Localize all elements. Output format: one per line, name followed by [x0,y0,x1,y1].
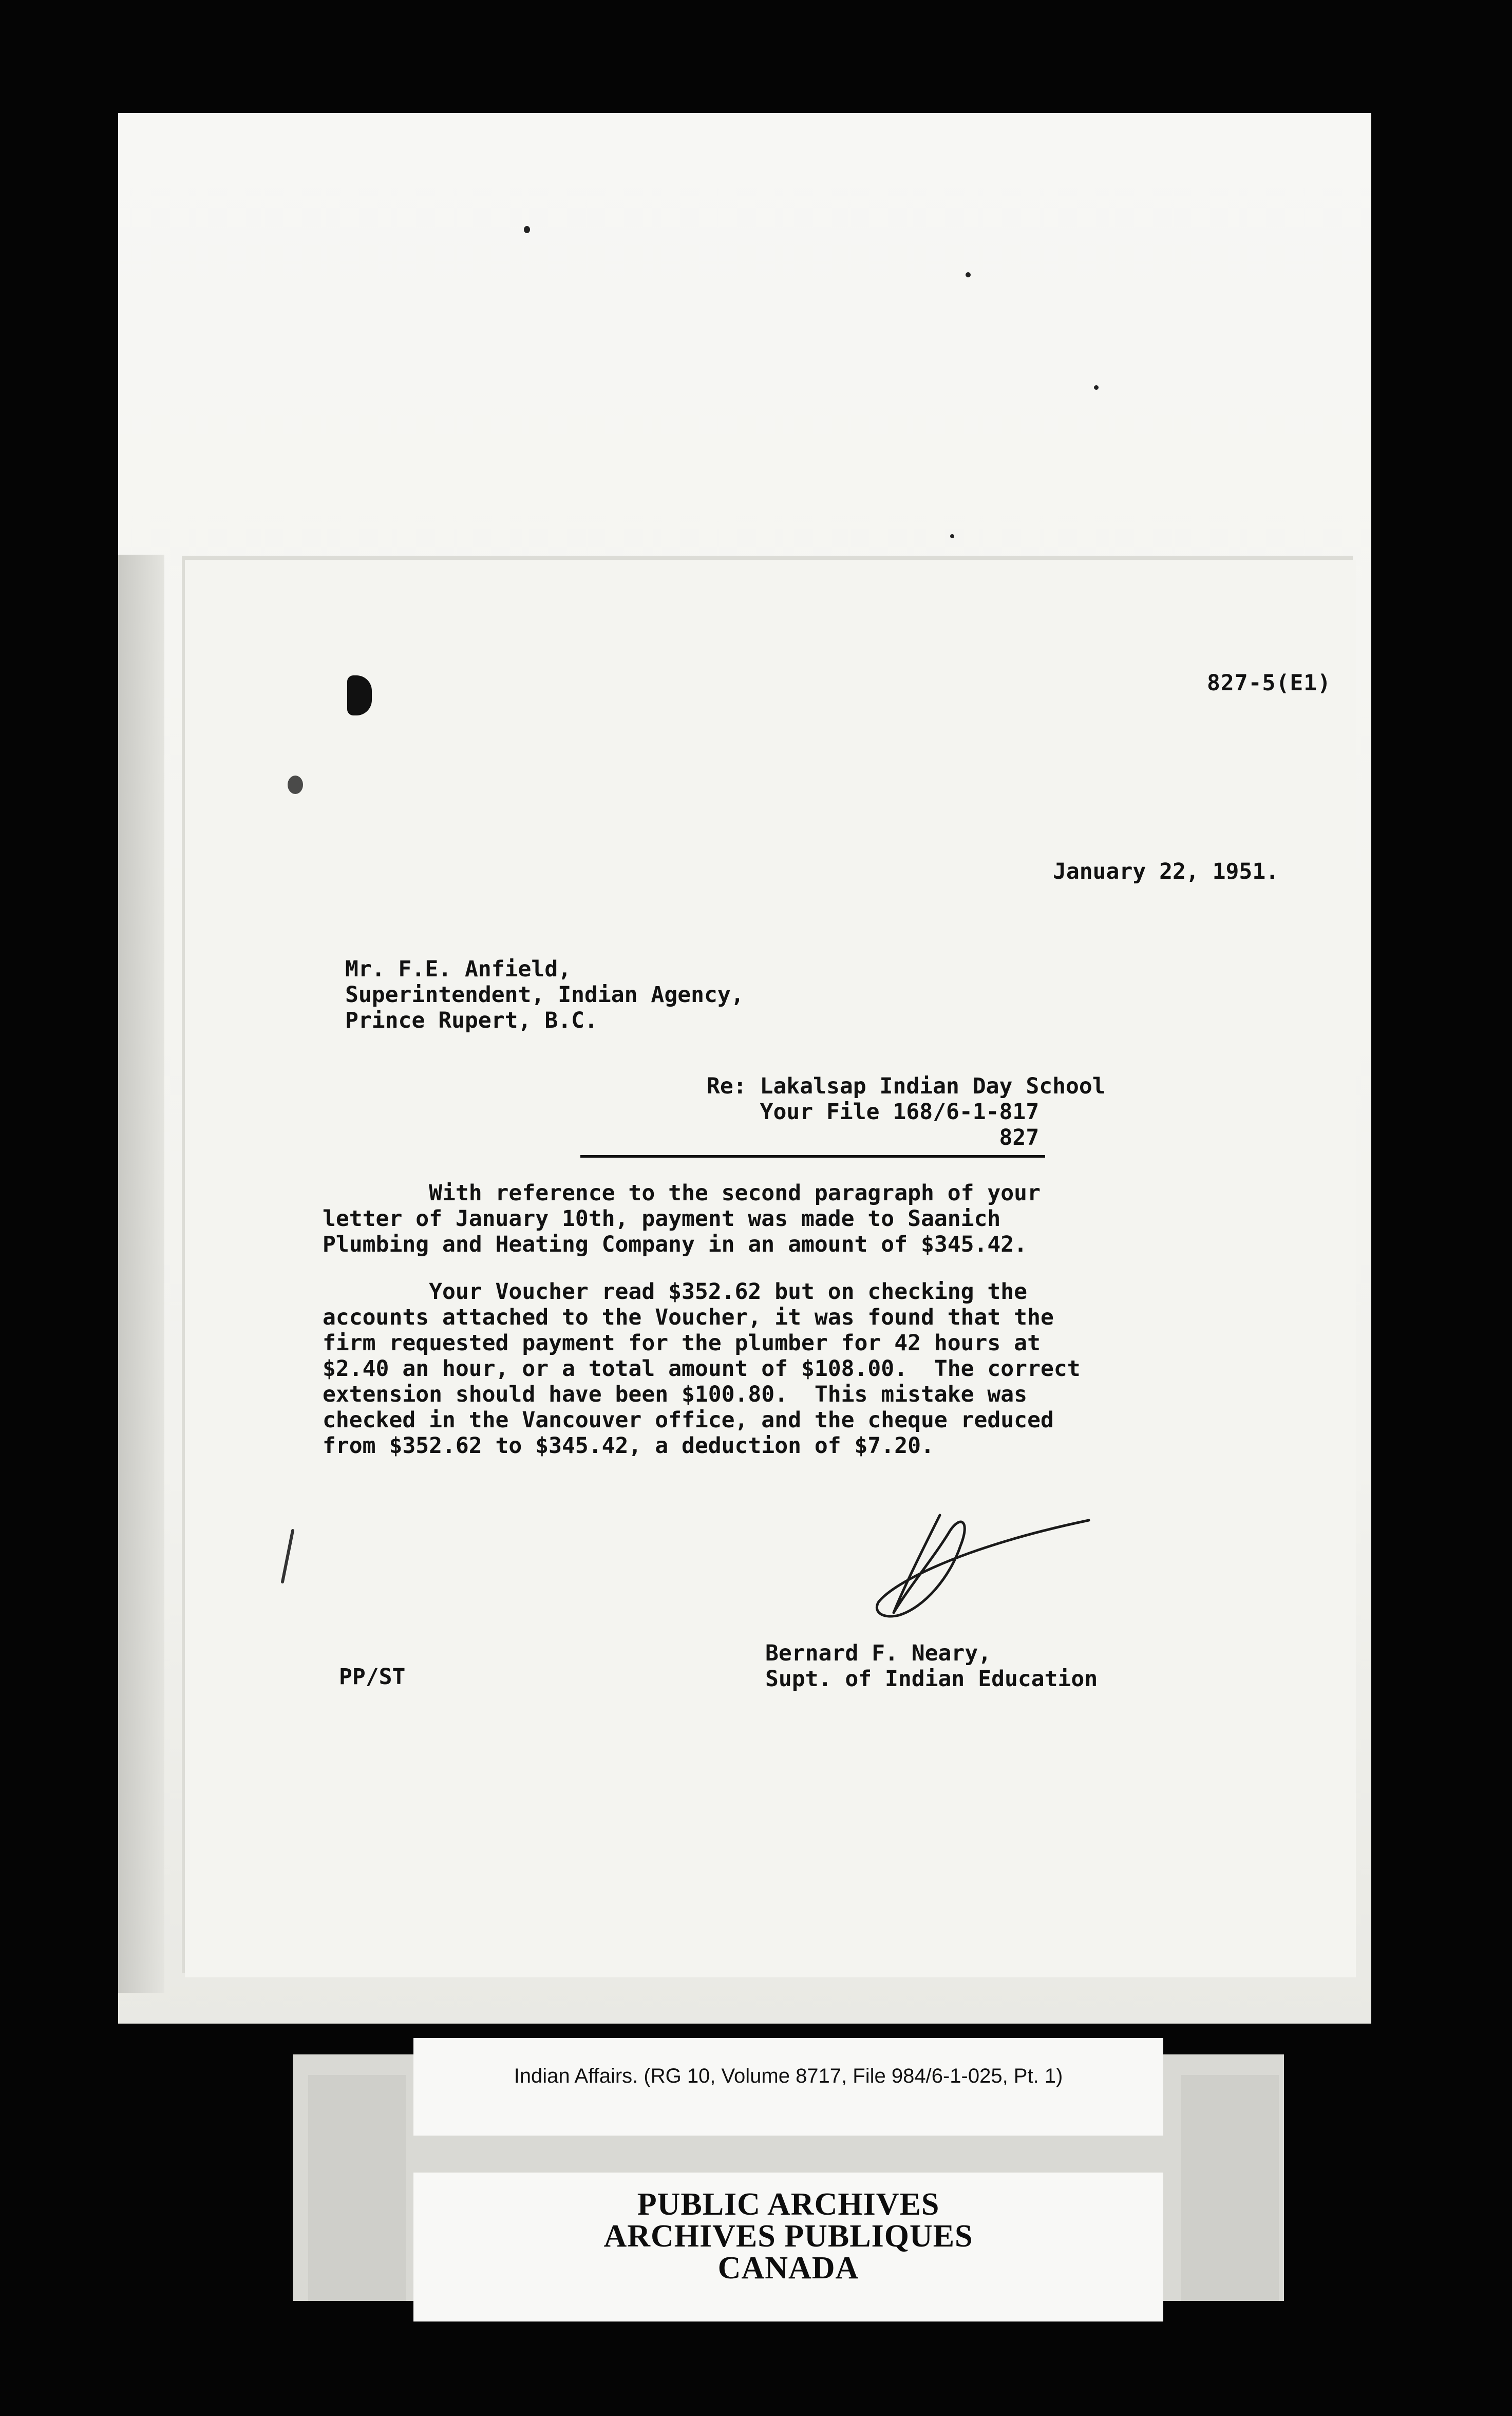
subject-underline [580,1155,1045,1158]
file-reference: 827-5(E1) [1207,670,1331,696]
paragraph-line: checked in the Vancouver office, and the cheque reduced [323,1407,1054,1433]
label-clip-right [1181,2075,1279,2301]
page-edge-shadow [118,555,164,1993]
letter-date: January 22, 1951. [1053,859,1279,884]
archive-stamp-label [413,2173,1163,2321]
recipient-title: Superintendent, Indian Agency, [345,982,744,1008]
archive-citation: Indian Affairs. (RG 10, Volume 8717, File 984/6-1-025, Pt. 1) [514,2065,1063,2087]
paragraph-line: Your Voucher read $352.62 but on checking the [323,1279,1028,1305]
paragraph-line: Plumbing and Heating Company in an amount of $345.42. [323,1232,1028,1257]
body-paragraph-2 [323,1279,1298,1459]
paragraph-line: With reference to the second paragraph of your [323,1180,1041,1206]
signatory-block [765,1640,1098,1692]
ink-speck [524,226,530,233]
recipient-name: Mr. F.E. Anfield, [345,956,572,982]
ink-speck [1094,385,1099,390]
ink-speck [966,272,971,277]
subject-line: Re: Lakalsap Indian Day School [707,1073,1106,1099]
stamp-line-french: ARCHIVES PUBLIQUES [603,2219,973,2254]
subject-block [707,1073,1106,1150]
paragraph-line: accounts attached to the Voucher, it was found that the [323,1305,1054,1330]
ink-blot [288,776,303,794]
pencil-mark [272,1525,303,1587]
signatory-name: Bernard F. Neary, [765,1640,992,1666]
letter-page [185,560,1356,1977]
recipient-address [345,956,744,1033]
stamp-line-country: CANADA [717,2251,859,2286]
paragraph-line: $2.40 an hour, or a total amount of $108.00. The correct [323,1356,1081,1382]
paragraph-line: from $352.62 to $345.42, a deduction of $7.20. [323,1433,934,1459]
typist-initials: PP/ST [339,1664,406,1690]
ink-speck [950,534,954,538]
recipient-location: Prince Rupert, B.C. [345,1008,598,1033]
subject-file-amended: 827 [707,1125,1040,1150]
hole-punch-mark [347,675,372,715]
label-clip-left [308,2075,406,2301]
citation-label [413,2038,1163,2136]
paragraph-line: letter of January 10th, payment was made to Saanich [323,1206,1001,1232]
subject-file: Your File 168/6-1-817 [707,1099,1040,1125]
paragraph-line: extension should have been $100.80. This mistake was [323,1382,1028,1407]
paragraph-line: firm requested payment for the plumber for 42 hours at [323,1330,1041,1356]
stamp-line-english: PUBLIC ARCHIVES [637,2187,940,2222]
body-paragraph-1 [323,1180,1298,1257]
handwritten-signature [863,1484,1099,1628]
signatory-title: Supt. of Indian Education [765,1666,1098,1692]
